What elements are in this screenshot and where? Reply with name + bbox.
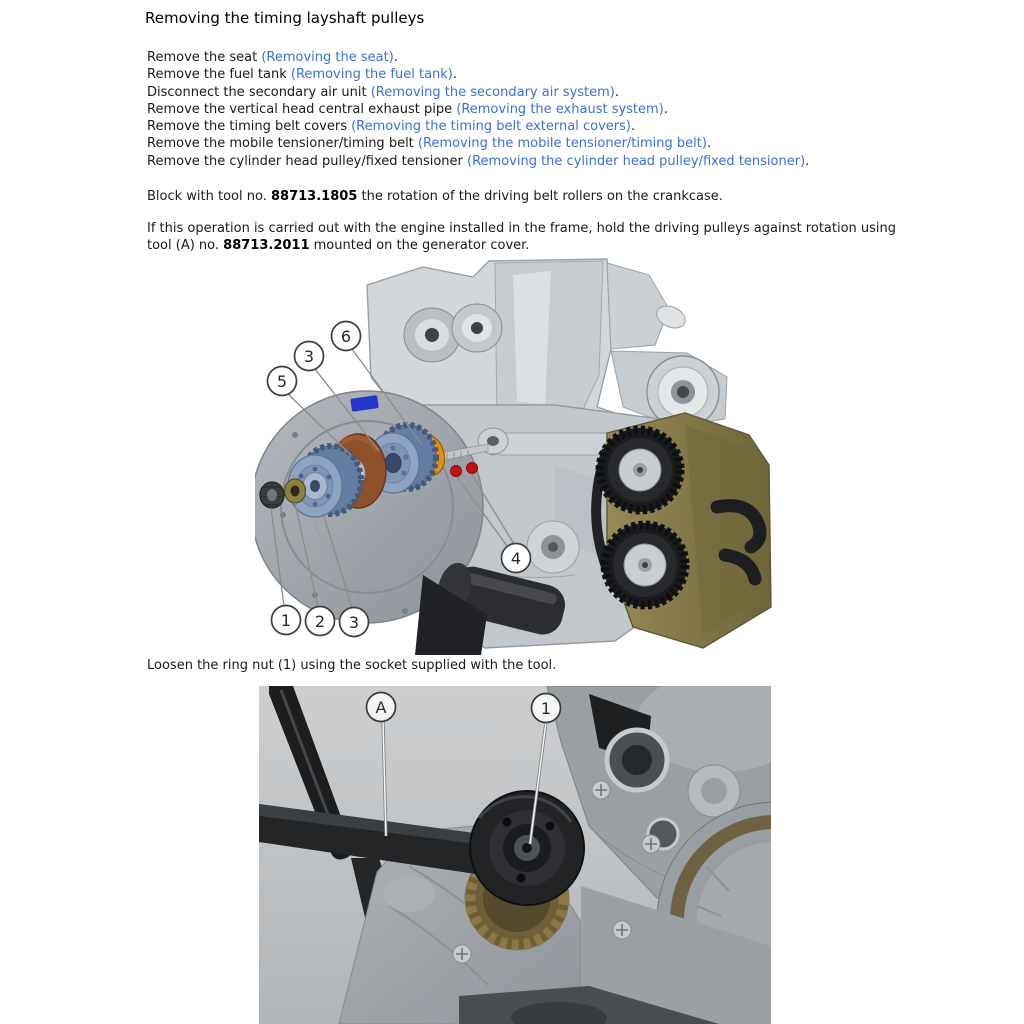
body-text: If this operation is carried out with the engine installed in the frame, hold the driving pulleys against rotation using: [147, 221, 897, 236]
callout-5: [268, 367, 297, 396]
step-text: .: [393, 50, 398, 65]
procedure-steps: [147, 49, 809, 170]
step-text: Remove the fuel tank: [147, 67, 291, 83]
figure-exploded-pulleys: [255, 255, 775, 655]
callout-label: 6: [340, 327, 352, 346]
timing-gear-lower: [603, 523, 687, 607]
seal-red: [467, 463, 478, 474]
callout-1: [532, 694, 561, 723]
callout-4: [502, 544, 531, 573]
figure-tool-photo: [259, 686, 771, 1024]
body-text: the rotation of the driving belt rollers on the crankcase.: [357, 189, 723, 204]
callout-label: 3: [348, 613, 360, 632]
callout-label: 1: [280, 611, 292, 630]
tool-photo-illustration: [259, 686, 771, 1024]
step-link[interactable]: (Removing the mobile tensioner/timing belt): [417, 136, 707, 152]
page-title: Removing the timing layshaft pulleys: [145, 9, 425, 27]
step-text: Remove the cylinder head pulley/fixed tensioner: [147, 153, 468, 169]
callout-label: A: [375, 698, 387, 717]
procedure-step: [147, 153, 809, 170]
step-link[interactable]: (Removing the secondary air system): [370, 84, 615, 100]
engine-exploded-illustration: [255, 255, 775, 655]
step-text: Remove the mobile tensioner/timing belt: [147, 136, 418, 152]
body-text: Block with tool no.: [147, 189, 271, 204]
body-text: mounted on the generator cover.: [309, 238, 530, 254]
step-link[interactable]: (Removing the cylinder head pulley/fixed tensioner): [467, 153, 806, 169]
procedure-step: [147, 118, 809, 135]
pulley-holder: [470, 791, 584, 905]
callout-label: 5: [276, 372, 288, 391]
step-text: Disconnect the secondary air unit: [147, 84, 371, 100]
tool-number: 88713.2011: [223, 238, 310, 254]
callout-1: [272, 606, 301, 635]
callout-label: 3: [303, 347, 315, 366]
washer: [285, 479, 306, 503]
callout-3-bottom: [340, 608, 369, 637]
step-link[interactable]: (Removing the exhaust system): [456, 101, 664, 117]
seal-red: [451, 466, 462, 477]
step-link[interactable]: (Removing the timing belt external covers): [351, 119, 631, 135]
step-link[interactable]: (Removing the seat): [261, 50, 394, 65]
step-text: .: [706, 136, 712, 152]
callout-label: 4: [510, 549, 522, 568]
step-link[interactable]: (Removing the fuel tank): [290, 67, 453, 83]
callout-3-top: [295, 342, 324, 371]
tool-number: 88713.1805: [270, 189, 358, 204]
callout-6: [332, 322, 361, 351]
callout-label: 2: [314, 612, 326, 631]
step-text: Remove the vertical head central exhaust pipe: [147, 101, 457, 117]
callout-2: [306, 607, 335, 636]
paragraph-block-tool: [147, 188, 947, 205]
ring-nut: [260, 482, 284, 508]
procedure-step: [147, 66, 809, 83]
paragraph-frame-tool: [147, 220, 947, 255]
step-text: .: [614, 84, 619, 100]
caption-loosen: Loosen the ring nut (1) using the socket supplied with the tool.: [147, 658, 557, 673]
step-text: .: [805, 153, 810, 169]
step-text: Remove the seat: [147, 50, 262, 65]
callout-label: 1: [540, 699, 552, 718]
step-text: Remove the timing belt covers: [147, 119, 352, 135]
body-text: tool (A) no.: [147, 238, 224, 254]
step-text: .: [452, 67, 458, 83]
timing-gear-upper: [598, 428, 682, 512]
step-text: .: [663, 101, 668, 117]
procedure-step: [147, 135, 809, 152]
callout-A: [367, 693, 396, 722]
procedure-step: [147, 101, 809, 118]
procedure-step: [147, 49, 809, 66]
step-text: .: [630, 119, 636, 135]
procedure-step: [147, 84, 809, 101]
